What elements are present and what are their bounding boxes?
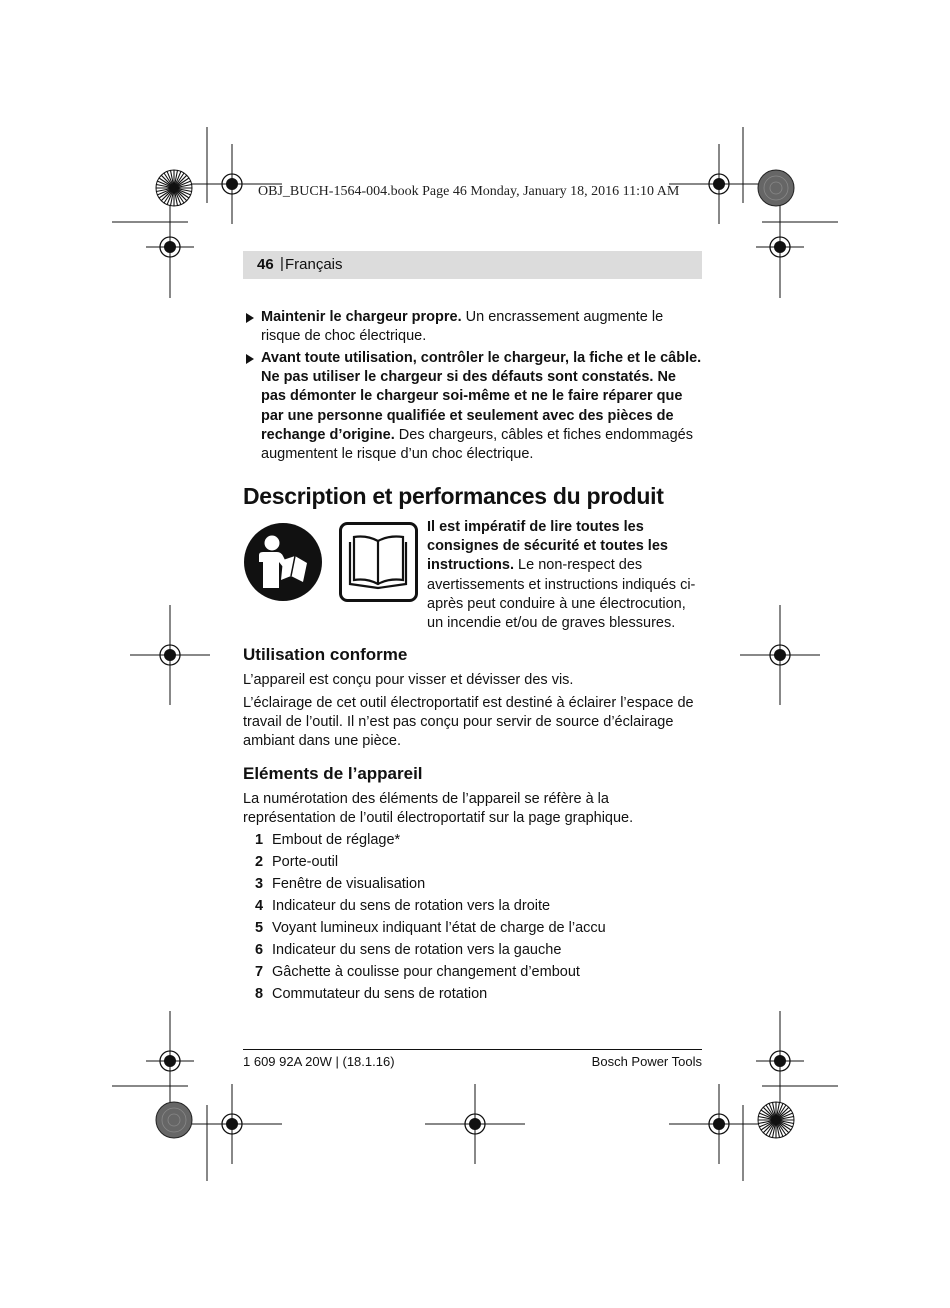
item-label: Fenêtre de visualisation — [272, 876, 426, 892]
running-header — [243, 251, 702, 279]
list-item — [255, 898, 695, 914]
section-title: Description et performances du produit — [243, 483, 664, 509]
use-title: Utilisation conforme — [243, 645, 408, 664]
slug-line: OBJ_BUCH-1564-004.book Page 46 Monday, January 18, 2016 11:10 AM — [258, 184, 680, 199]
item-label: Indicateur du sens de rotation vers la gauche — [272, 942, 562, 958]
header-language: Français — [285, 256, 343, 273]
elements-title: Eléments de l’appareil — [243, 764, 423, 783]
item-number: 3 — [255, 876, 264, 892]
item-label: Embout de réglage* — [272, 832, 401, 848]
item-number: 6 — [255, 942, 264, 958]
bullet-item — [243, 308, 702, 346]
list-item — [255, 964, 695, 980]
use-paragraph-2: L’éclairage de cet outil électroportatif est destiné à éclairer l’espace de travail de l’outil. Il n’est pas conçu pour servir de source d’éclairage ambiant dans une pièce. — [243, 695, 694, 750]
warning-bold: Il est impératif de lire toutes les consignes de sécurité et toutes les instructions. — [427, 519, 668, 574]
footer-doc-number: 1 609 92A 20W | (18.1.16) — [243, 1054, 395, 1069]
item-number: 8 — [255, 986, 264, 1002]
item-number: 7 — [255, 964, 264, 980]
item-label: Commutateur du sens de rotation — [272, 986, 488, 1002]
item-number: 4 — [255, 898, 264, 914]
use-paragraph-1: L’appareil est conçu pour visser et dévisser des vis. — [243, 672, 574, 688]
list-item — [255, 876, 695, 892]
item-number: 1 — [255, 832, 264, 848]
item-label: Porte-outil — [272, 854, 339, 870]
list-item — [255, 832, 695, 848]
open-book-icon — [339, 522, 418, 602]
list-item — [255, 854, 695, 870]
item-label: Indicateur du sens de rotation vers la droite — [272, 898, 551, 914]
footer-brand: Bosch Power Tools — [591, 1054, 702, 1069]
list-item — [255, 920, 695, 936]
bullet-text: Un encrassement augmente le risque de choc électrique. — [261, 309, 664, 345]
page-number: 46 — [257, 256, 274, 273]
header-separator: | — [280, 255, 284, 272]
item-number: 5 — [255, 920, 264, 936]
bullet-triangle-icon — [246, 313, 254, 323]
list-item — [255, 942, 695, 958]
list-item — [255, 986, 695, 1002]
bullet-triangle-icon — [246, 354, 254, 364]
bullet-bold: Maintenir le chargeur propre. — [261, 309, 462, 325]
item-label: Gâchette à coulisse pour changement d’embout — [272, 964, 580, 980]
warning-body: Le non-respect des avertissements et instructions indiqués ci-après peut conduire à une électrocution, un incendie et/ou de graves blessures. — [427, 557, 696, 632]
footer-rule — [243, 1049, 702, 1050]
item-number: 2 — [255, 854, 264, 870]
item-label: Voyant lumineux indiquant l’état de charge de l’accu — [272, 920, 606, 936]
warning-text — [427, 518, 703, 633]
bullet-text: Des chargeurs, câbles et fiches endommagés augmentent le risque d’un choc électrique. — [261, 426, 693, 463]
elements-intro: La numérotation des éléments de l’appareil se réfère à la représentation de l’outil électroportatif sur la page graphique. — [243, 791, 634, 827]
read-manual-icon — [243, 522, 323, 602]
bullet-item — [243, 349, 702, 464]
bullet-bold: Avant toute utilisation, contrôler le chargeur, la fiche et le câble. Ne pas utiliser le chargeur si des défauts sont constatés. Ne pas démonter le chargeur soi-même et ne le faire réparer que par une personne qualifiée et seulement avec des pièces de rechange d’origine. — [261, 350, 702, 443]
